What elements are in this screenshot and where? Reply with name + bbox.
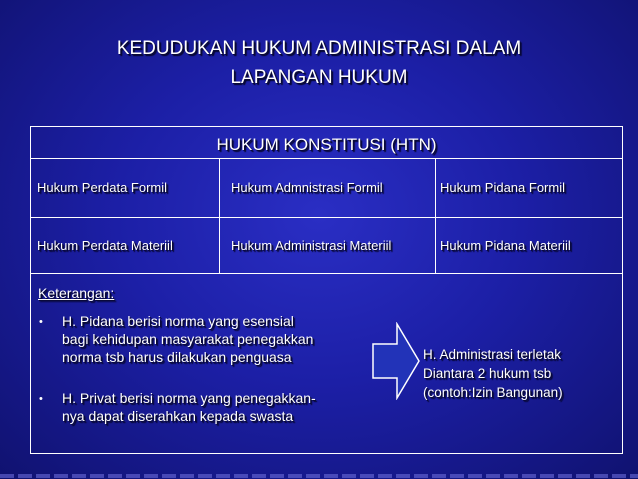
note-line: H. Pidana berisi norma yang esensial bbox=[62, 313, 294, 329]
table-divider bbox=[435, 158, 436, 273]
bullet-icon: • bbox=[39, 316, 43, 328]
cell-perdata-formil: Hukum Perdata Formil bbox=[37, 180, 168, 195]
table-divider bbox=[31, 158, 622, 159]
cell-pidana-materiil: Hukum Pidana Materiil bbox=[440, 238, 571, 253]
note-line: H. Privat berisi norma yang penegakkan- bbox=[62, 390, 316, 406]
callout-line: Diantara 2 hukum tsb bbox=[423, 366, 552, 381]
decorative-dotted-border bbox=[0, 474, 638, 478]
cell-administrasi-formil: Hukum Admnistrasi Formil bbox=[231, 180, 383, 195]
table-divider bbox=[31, 217, 622, 218]
bullet-icon: • bbox=[39, 393, 43, 405]
cell-administrasi-materiil: Hukum Administrasi Materiil bbox=[231, 238, 392, 253]
callout-line: (contoh:Izin Bangunan) bbox=[423, 385, 563, 400]
slide-title bbox=[0, 34, 638, 92]
note-item-pidana bbox=[62, 312, 313, 366]
note-line: bagi kehidupan masyarakat penegakkan bbox=[62, 331, 314, 347]
slide-title-line2: LAPANGAN HUKUM bbox=[230, 67, 408, 88]
right-arrow-icon bbox=[371, 322, 421, 400]
note-line: nya dapat diserahkan kepada swasta bbox=[62, 408, 294, 424]
note-line: norma tsb harus dilakukan penguasa bbox=[62, 349, 292, 365]
cell-pidana-formil: Hukum Pidana Formil bbox=[440, 180, 565, 195]
table-header-htn: HUKUM KONSTITUSI (HTN) bbox=[216, 135, 437, 154]
note-item-privat bbox=[62, 389, 316, 425]
table-divider bbox=[219, 158, 220, 273]
callout-line: H. Administrasi terletak bbox=[423, 347, 562, 362]
cell-perdata-materiil: Hukum Perdata Materiil bbox=[37, 238, 173, 253]
law-table bbox=[30, 126, 623, 454]
table-divider bbox=[31, 273, 622, 274]
notes-heading: Keterangan: bbox=[38, 285, 115, 301]
slide-title-line1: KEDUDUKAN HUKUM ADMINISTRASI DALAM bbox=[116, 38, 522, 59]
callout-text bbox=[423, 345, 563, 402]
